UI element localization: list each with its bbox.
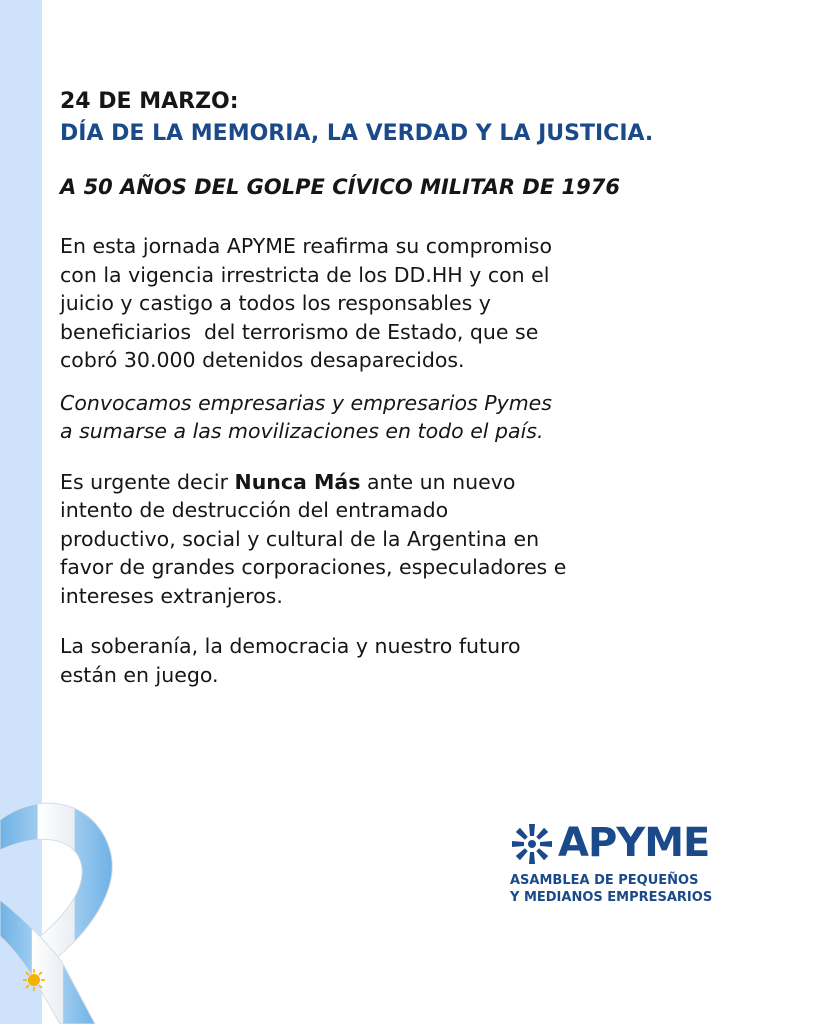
date-heading: 24 DE MARZO: bbox=[60, 89, 239, 114]
paragraph-line: intereses extranjeros. bbox=[60, 583, 283, 608]
apyme-logo bbox=[510, 822, 720, 912]
paragraph-line bbox=[60, 468, 720, 497]
tagline-line: ASAMBLEA DE PEQUEÑOS bbox=[510, 873, 699, 888]
argentina-ribbon-icon bbox=[0, 790, 120, 1024]
text-prefix: Es urgente decir bbox=[60, 469, 235, 494]
paragraph-convocatoria bbox=[60, 389, 720, 446]
paragraph-line: En esta jornada APYME reafirma su compromiso bbox=[60, 234, 553, 258]
paragraph-line: están en juego. bbox=[60, 662, 219, 687]
main-content bbox=[60, 86, 800, 689]
text-suffix: ante un nuevo bbox=[360, 469, 516, 494]
paragraph-line: juicio y castigo a todos los responsables y bbox=[60, 291, 491, 315]
paragraph-line: Convocamos empresarias y empresarios Pymes bbox=[60, 390, 552, 415]
subtitle: A 50 AÑOS DEL GOLPE CÍVICO MILITAR DE 1976 bbox=[60, 175, 620, 199]
apyme-star-icon bbox=[510, 822, 554, 866]
paragraph-compromiso bbox=[60, 232, 720, 375]
sun-of-may-icon bbox=[23, 969, 45, 991]
paragraph-line: beneficiarios del terrorismo de Estado, que se bbox=[60, 319, 539, 344]
page-title: DÍA DE LA MEMORIA, LA VERDAD Y LA JUSTICIA. bbox=[60, 121, 654, 146]
paragraph-soberania bbox=[60, 632, 720, 689]
paragraph-nunca-mas bbox=[60, 468, 720, 611]
paragraph-line: intento de destrucción del entramado bbox=[60, 498, 449, 522]
nunca-mas-emphasis: Nunca Más bbox=[234, 469, 361, 494]
paragraph-line: favor de grandes corporaciones, especuladores e bbox=[60, 555, 567, 579]
paragraph-line: a sumarse a las movilizaciones en todo el país. bbox=[60, 419, 544, 443]
paragraph-line: La soberanía, la democracia y nuestro futuro bbox=[60, 634, 521, 658]
apyme-wordmark: APYME bbox=[558, 820, 710, 866]
tagline-line: Y MEDIANOS EMPRESARIOS bbox=[510, 890, 713, 905]
paragraph-line: productivo, social y cultural de la Argentina en bbox=[60, 526, 540, 551]
apyme-tagline bbox=[510, 872, 712, 906]
paragraph-line: con la vigencia irrestricta de los DD.HH y con el bbox=[60, 262, 550, 287]
paragraph-line: cobró 30.000 detenidos desaparecidos. bbox=[60, 348, 465, 372]
